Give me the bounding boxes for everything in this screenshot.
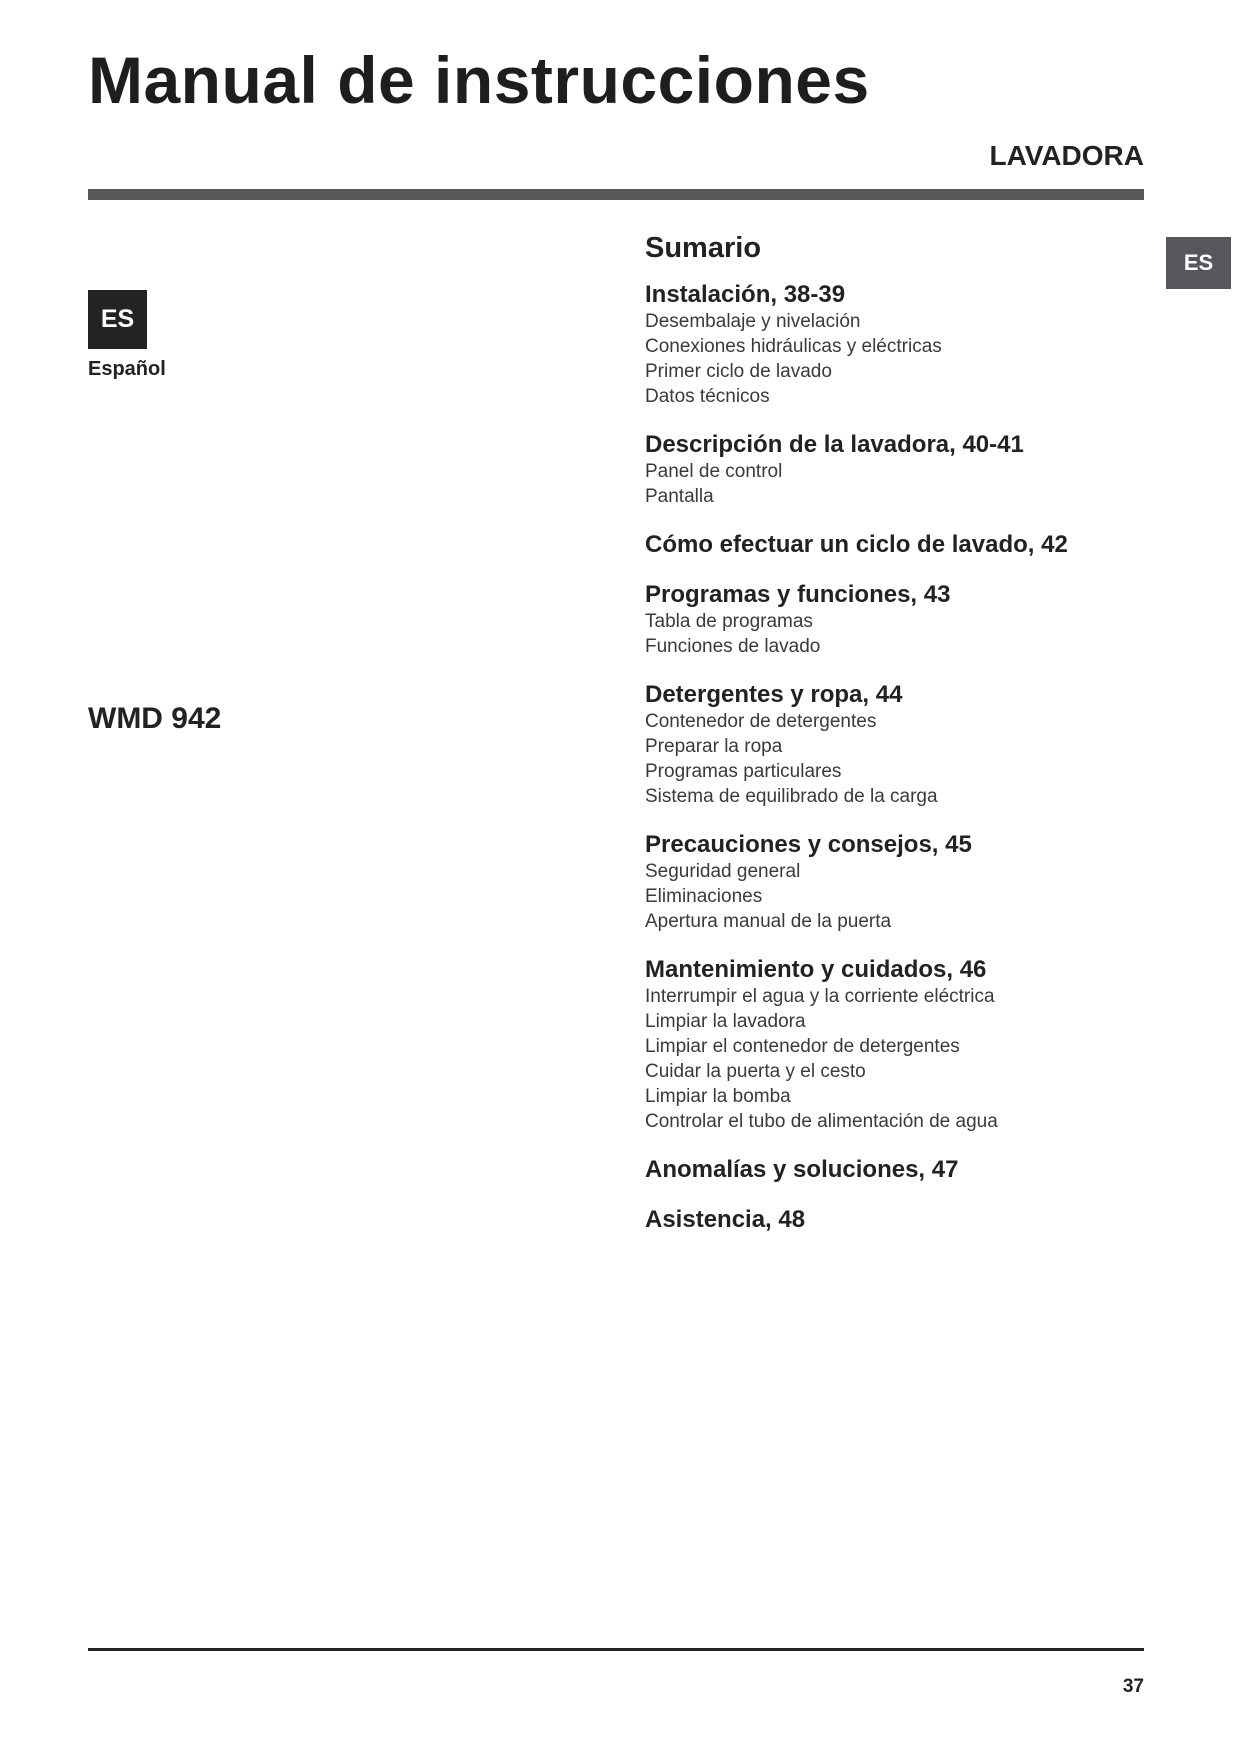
toc-sub-item: Controlar el tubo de alimentación de agua xyxy=(645,1111,998,1132)
toc-section xyxy=(645,681,1165,809)
toc-section xyxy=(645,431,1165,509)
table-of-contents xyxy=(645,230,1165,1256)
language-side-tab: ES xyxy=(1166,237,1231,289)
toc-sub-item: Contenedor de detergentes xyxy=(645,711,877,732)
header-divider xyxy=(88,189,1144,200)
toc-sub-item: Primer ciclo de lavado xyxy=(645,361,832,382)
toc-title: Sumario xyxy=(645,232,762,264)
toc-section xyxy=(645,1206,1165,1234)
toc-section-heading: Cómo efectuar un ciclo de lavado, 42 xyxy=(645,531,1068,558)
toc-sub-item: Programas particulares xyxy=(645,761,842,782)
toc-section-heading: Detergentes y ropa, 44 xyxy=(645,681,903,708)
toc-section xyxy=(645,531,1165,559)
toc-section xyxy=(645,1156,1165,1184)
language-badge: ES xyxy=(88,290,147,349)
page-number: 37 xyxy=(1122,1676,1144,1697)
toc-section-heading: Instalación, 38-39 xyxy=(645,281,846,308)
toc-sub-item: Tabla de programas xyxy=(645,611,813,632)
page-title: Manual de instrucciones xyxy=(88,43,870,117)
toc-sub-item: Conexiones hidráulicas y eléctricas xyxy=(645,336,942,357)
toc-sub-item: Eliminaciones xyxy=(645,886,763,907)
toc-sub-item: Panel de control xyxy=(645,461,783,482)
model-number: WMD 942 xyxy=(88,702,222,735)
toc-sub-item: Limpiar el contenedor de detergentes xyxy=(645,1036,960,1057)
toc-section xyxy=(645,956,1165,1134)
product-type: LAVADORA xyxy=(989,140,1144,171)
toc-sub-item: Desembalaje y nivelación xyxy=(645,311,861,332)
toc-sub-item: Pantalla xyxy=(645,486,714,507)
toc-sub-item: Datos técnicos xyxy=(645,386,770,407)
footer-divider xyxy=(88,1648,1144,1651)
toc-sub-item: Sistema de equilibrado de la carga xyxy=(645,786,938,807)
toc-section-heading: Programas y funciones, 43 xyxy=(645,581,951,608)
toc-sub-item: Limpiar la bomba xyxy=(645,1086,791,1107)
toc-sub-item: Apertura manual de la puerta xyxy=(645,911,892,932)
language-name: Español xyxy=(88,358,166,380)
toc-section xyxy=(645,281,1165,409)
toc-sub-item: Interrumpir el agua y la corriente eléctrica xyxy=(645,986,995,1007)
toc-sub-item: Limpiar la lavadora xyxy=(645,1011,806,1032)
toc-sub-item: Funciones de lavado xyxy=(645,636,821,657)
toc-sections xyxy=(645,281,1165,1234)
toc-section-heading: Asistencia, 48 xyxy=(645,1206,806,1233)
toc-section xyxy=(645,831,1165,934)
toc-sub-item: Seguridad general xyxy=(645,861,801,882)
toc-section-heading: Precauciones y consejos, 45 xyxy=(645,831,972,858)
toc-section-heading: Anomalías y soluciones, 47 xyxy=(645,1156,959,1183)
toc-section-heading: Descripción de la lavadora, 40-41 xyxy=(645,431,1024,458)
toc-section xyxy=(645,581,1165,659)
toc-sub-item: Preparar la ropa xyxy=(645,736,783,757)
toc-sub-item: Cuidar la puerta y el cesto xyxy=(645,1061,866,1082)
toc-section-heading: Mantenimiento y cuidados, 46 xyxy=(645,956,987,983)
